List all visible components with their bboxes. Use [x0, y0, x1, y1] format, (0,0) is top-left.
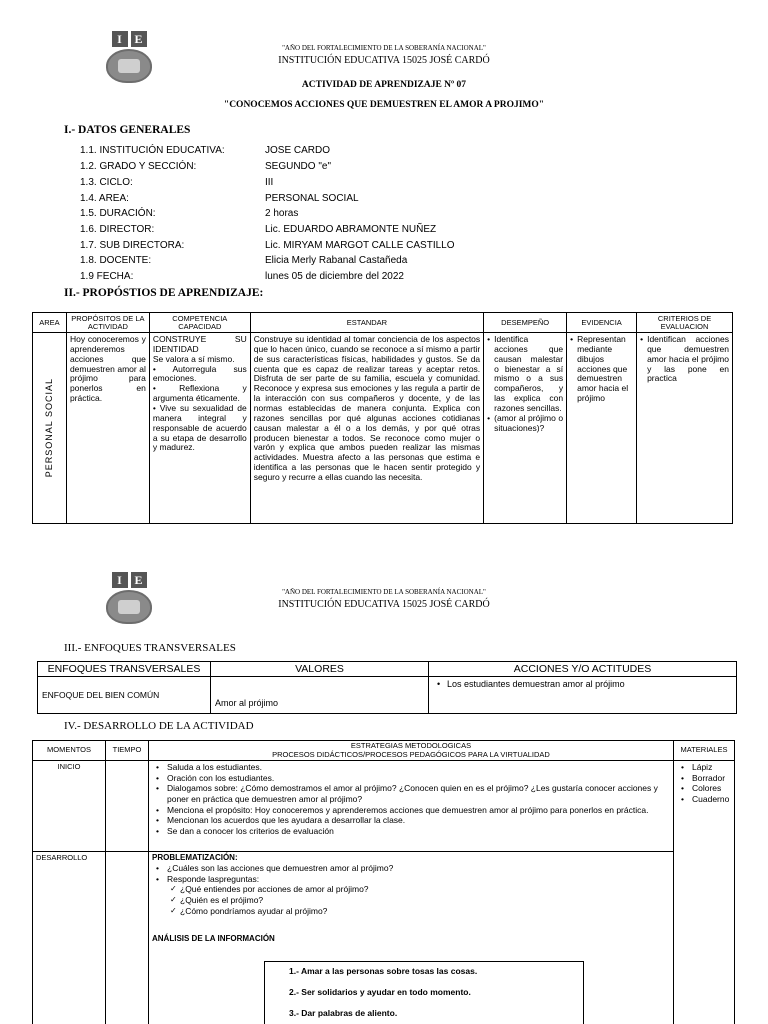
activity-title: "CONOCEMOS ACCIONES QUE DEMUESTREN EL AMOR A PROJIMO" — [223, 100, 545, 110]
list-item: • Representan mediante dibujos acciones que demuestren amor hacia el prójimo — [570, 335, 633, 404]
col-header-competencia: COMPETENCIA CAPACIDAD — [149, 313, 250, 333]
competencia-title: CONSTRUYE SU IDENTIDAD — [152, 334, 247, 354]
desarrollo-label: DESARROLLO — [33, 852, 106, 1024]
valor-text: Amor al prójimo — [211, 677, 429, 714]
proposito-text: Hoy conoceremos y aprenderemos acciones que demuestren amor al prójimo para ponerlos en práctica. — [66, 333, 149, 524]
general-key: 1.2. GRADO Y SECCIÓN: — [80, 161, 197, 172]
motto: "AÑO DEL FORTALECIMIENTO DE LA SOBERANÍA NACIONAL" — [282, 588, 486, 596]
general-key: 1.8. DOCENTE: — [80, 255, 152, 266]
general-row — [80, 161, 331, 172]
problematizacion-label: PROBLEMATIZACIÓN: — [152, 853, 238, 862]
general-value: lunes 05 de diciembre del 2022 — [265, 271, 404, 282]
estrategias-subtitle: PROCESOS DIDÁCTICOS/PROCESOS PEDAGÓGICOS PARA LA VIRTUALIDAD — [272, 749, 550, 759]
list-item: • Responde laspreguntas: — [152, 874, 670, 885]
general-value: SEGUNDO "e" — [265, 161, 332, 172]
col-header-criterios: CRITERIOS DE EVALUACION — [637, 313, 733, 333]
general-heading: I.- DATOS GENERALES — [64, 124, 191, 136]
list-item: ✓ ¿Qué entiendes por acciones de amor al prójimo? — [170, 884, 670, 895]
general-row — [80, 208, 298, 219]
list-item: • Colores — [677, 783, 731, 794]
general-key: 1.4. AREA: — [80, 193, 129, 204]
competencia-line: Se valora a sí mismo. — [152, 353, 235, 364]
activity-number: ACTIVIDAD DE APRENDIZAJE Nº 07 — [301, 80, 467, 90]
col-header-materiales: MATERIALES — [674, 741, 735, 761]
col-header-estandar: ESTANDAR — [250, 313, 483, 333]
col-header-valores: VALORES — [211, 662, 429, 677]
acciones-list — [433, 679, 732, 689]
analisis-label: ANÁLISIS DE LA INFORMACIÓN — [152, 934, 275, 944]
list-item: • Menciona el propósito: Hoy conoceremos y aprenderemos acciones que demuestren amor al prójimo para ponerlos en práctica. — [152, 805, 670, 816]
inicio-list — [152, 762, 670, 836]
list-item: • Se dan a conocer los criterios de evaluación — [152, 826, 670, 837]
col-header-evidencia: EVIDENCIA — [567, 313, 637, 333]
list-item: • Mencionan los acuerdos que les ayudara a desarrollar la clase. — [152, 815, 670, 826]
general-value: PERSONAL SOCIAL — [265, 193, 359, 204]
principles-box — [264, 961, 584, 1024]
competencia-line: • Reflexiona y argumenta éticamente. — [152, 383, 247, 404]
general-key: 1.6. DIRECTOR: — [80, 224, 155, 235]
list-item: • Los estudiantes demuestran amor al prójimo — [437, 679, 732, 689]
col-header-area: AREA — [33, 313, 67, 333]
general-row — [80, 271, 404, 282]
desempeno-list — [487, 335, 563, 434]
list-item: • Borrador — [677, 773, 731, 784]
school-logo — [104, 572, 154, 624]
col-header-momentos: MOMENTOS — [33, 741, 106, 761]
competencia-cell — [149, 333, 250, 524]
list-item: ✓ ¿Cómo pondríamos ayudar al prójimo? — [170, 906, 670, 917]
col-header-acciones: ACCIONES Y/O ACTITUDES — [429, 662, 737, 677]
general-value: III — [265, 177, 274, 188]
institution-name: INSTITUCIÓN EDUCATIVA 15025 JOSÉ CARDÓ — [278, 55, 490, 66]
estandar-text: Construye su identidad al tomar conciencia de los aspectos que lo hacen único, cuando se reconoce a sí mismo a partir de sus características físicas, habilidades y gustos. Se da cuenta que es capaz de realizar tareas y aceptar retos. Disfruta de ser parte de su familia, escuela y comunidad. Reconoce y expresa sus emociones y las regula a partir de la interacción con sus compañeros y docente, y de las normas establecidas de manera conjunta. Explica con razones sencillas por qué algunas acciones cotidianas causan malestar a él o a los demás, y por qué otras producen bienestar a todos. Se reconoce como mujer o varón y explica que ambos pueden realizar las mismas actividades. Muestra afecto a las personas que estima e identifica a las personas que le hacen sentir protegido y seguro y recurre a ellas cuando las necesita. — [250, 333, 483, 524]
col-header-propositos: PROPÓSITOS DE LA ACTIVIDAD — [66, 313, 149, 333]
transversal-table — [37, 661, 737, 714]
col-header-enfoques: ENFOQUES TRANSVERSALES — [38, 662, 211, 677]
general-row — [80, 224, 436, 235]
transversal-heading: III.- ENFOQUES TRANSVERSALES — [64, 642, 236, 654]
development-heading: IV.- DESARROLLO DE LA ACTIVIDAD — [64, 720, 254, 732]
estrategias-title: ESTRATEGIAS METODOLOGICAS — [350, 741, 472, 751]
principle-item: 1.- Amar a las personas sobre tosas las cosas. — [289, 966, 478, 976]
list-item: • ¿Cuáles son las acciones que demuestren amor al prójimo? — [152, 863, 670, 874]
general-key: 1.7. SUB DIRECTORA: — [80, 240, 185, 251]
evidencia-list — [570, 335, 633, 404]
general-row — [80, 145, 330, 156]
list-item: • Oración con los estudiantes. — [152, 773, 670, 784]
enfoque-name: ENFOQUE DEL BIEN COMÚN — [38, 677, 211, 714]
general-value: Lic. MIRYAM MARGOT CALLE CASTILLO — [265, 240, 455, 251]
general-value: JOSE CARDO — [265, 145, 331, 156]
inicio-label: INICIO — [33, 761, 106, 852]
general-value: Lic. EDUARDO ABRAMONTE NUÑEZ — [265, 224, 437, 235]
purposes-table — [32, 312, 733, 524]
general-value: Elicia Merly Rabanal Castañeda — [265, 255, 408, 266]
list-item: • Identifican acciones que demuestren amor hacia el prójimo y las pone en practica — [640, 335, 729, 384]
area-label: PERSONAL SOCIAL — [44, 378, 55, 478]
competencia-line: • Autorregula sus emociones. — [152, 363, 247, 384]
list-item: • Identifica acciones que causan malestar o bienestar a sí mismo o a sus compañeros, y las explica con razones sencillas. — [487, 335, 563, 414]
general-key: 1.1. INSTITUCIÓN EDUCATIVA: — [80, 145, 225, 156]
list-item: • (amor al prójimo o situaciones)? — [487, 414, 563, 434]
general-key: 1.9 FECHA: — [80, 271, 134, 282]
desarrollo-list — [152, 863, 670, 884]
general-key: 1.3. CICLO: — [80, 177, 133, 188]
general-row — [80, 193, 359, 204]
col-header-estrategias — [149, 741, 674, 761]
checks-list — [170, 884, 670, 916]
logo-letter-e: E — [131, 31, 147, 47]
col-header-tiempo: TIEMPO — [106, 741, 149, 761]
logo-letter-i: I — [112, 572, 128, 588]
col-header-desempeno: DESEMPEÑO — [484, 313, 567, 333]
logo-letter-i: I — [112, 31, 128, 47]
purposes-heading: II.- PROPÓSTIOS DE APRENDIZAJE: — [64, 287, 264, 299]
list-item: • Lápiz — [677, 762, 731, 773]
list-item: • Dialogamos sobre: ¿Cómo demostramos el amor al prójimo? ¿Conocen quien en es el prójimo? ¿Les gustaría conocer acciones y poner en práctica que demuestren amor al prójimo? — [152, 783, 670, 804]
general-row — [80, 240, 455, 251]
materiales-list — [677, 762, 731, 805]
general-row — [80, 177, 273, 188]
principle-item: 3.- Dar palabras de aliento. — [289, 1008, 398, 1018]
general-key: 1.5. DURACIÓN: — [80, 208, 156, 219]
principle-item: 2.- Ser solidarios y ayudar en todo momento. — [289, 987, 471, 997]
logo-letter-e: E — [131, 572, 147, 588]
competencia-line: • Vive su sexualidad de manera integral y responsable de acuerdo a su etapa de desarrollo y madurez. — [152, 403, 247, 453]
criterios-list — [640, 335, 729, 384]
motto: "AÑO DEL FORTALECIMIENTO DE LA SOBERANÍA NACIONAL" — [282, 44, 486, 52]
list-item: ✓ ¿Quién es el prójimo? — [170, 895, 670, 906]
list-item: • Saluda a los estudiantes. — [152, 762, 670, 773]
general-value: 2 horas — [265, 208, 299, 219]
general-row — [80, 255, 407, 266]
list-item: • Cuaderno — [677, 794, 731, 805]
institution-name: INSTITUCIÓN EDUCATIVA 15025 JOSÉ CARDÓ — [278, 599, 490, 610]
